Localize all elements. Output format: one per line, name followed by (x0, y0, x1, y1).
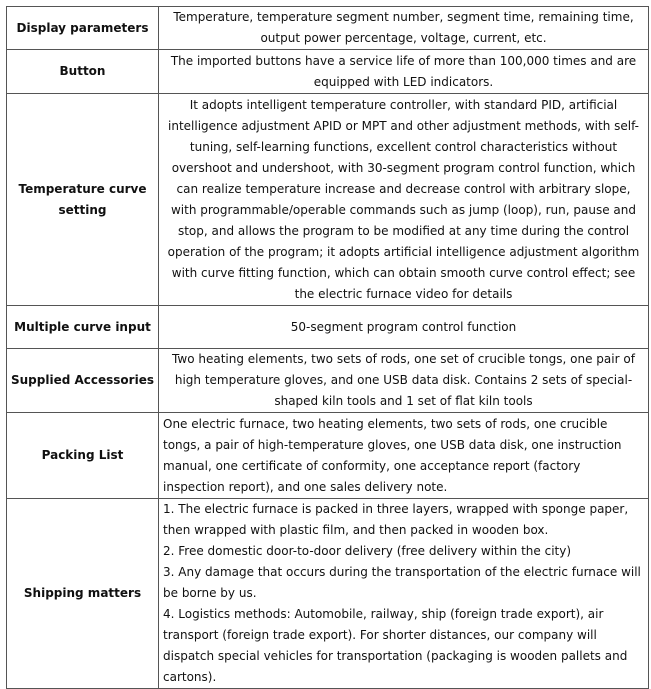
shipping-line: 4. Logistics methods: Automobile, railway, ship (foreign trade export), air transport (foreign trade export). For shorter distances, our company will dispatch special vehicles for transportation (packaging is wooden pallets and cartons). (163, 607, 628, 684)
row-value: 50-segment program control function (159, 306, 649, 349)
row-value: Temperature, temperature segment number, segment time, remaining time, output power percentage, voltage, current, etc. (159, 7, 649, 50)
table-row (7, 499, 649, 689)
row-label: Multiple curve input (7, 306, 159, 349)
row-label: Supplied Accessories (7, 349, 159, 413)
row-label: Button (7, 50, 159, 94)
shipping-line: 3. Any damage that occurs during the transportation of the electric furnace will be borne by us. (163, 565, 641, 600)
table-row (7, 50, 649, 94)
table-row (7, 7, 649, 50)
shipping-line: 1. The electric furnace is packed in three layers, wrapped with sponge paper, then wrapped with plastic film, and then packed in wooden box. (163, 502, 629, 537)
row-label: Display parameters (7, 7, 159, 50)
row-value: It adopts intelligent temperature controller, with standard PID, artificial intelligence adjustment APID or MPT and other adjustment methods, with self-tuning, self-learning functions, excellent control characteristics without overshoot and undershoot, with 30-segment program control function, which can realize temperature increase and decrease control with arbitrary slope, with programmable/operable commands such as jump (loop), run, pause and stop, and allows the program to be modified at any time during the control operation of the program; it adopts artificial intelligence adjustment algorithm with curve fitting function, which can obtain smooth curve control effect; see the electric furnace video for details (159, 94, 649, 306)
row-label: Packing List (7, 413, 159, 499)
row-value (159, 499, 649, 689)
table-row (7, 413, 649, 499)
shipping-line: 2. Free domestic door-to-door delivery (free delivery within the city) (163, 544, 572, 558)
table-row (7, 349, 649, 413)
row-value: One electric furnace, two heating elements, two sets of rods, one crucible tongs, a pair of high-temperature gloves, one USB data disk, one instruction manual, one certificate of conformity, one acceptance report (factory inspection report), and one sales delivery note. (159, 413, 649, 499)
row-value: Two heating elements, two sets of rods, one set of crucible tongs, one pair of high temperature gloves, and one USB data disk. Contains 2 sets of special-shaped kiln tools and 1 set of flat kiln tools (159, 349, 649, 413)
table-row (7, 306, 649, 349)
row-label: Temperature curve setting (7, 94, 159, 306)
row-label: Shipping matters (7, 499, 159, 689)
spec-table (6, 6, 649, 689)
row-value: The imported buttons have a service life of more than 100,000 times and are equipped with LED indicators. (159, 50, 649, 94)
table-row (7, 94, 649, 306)
